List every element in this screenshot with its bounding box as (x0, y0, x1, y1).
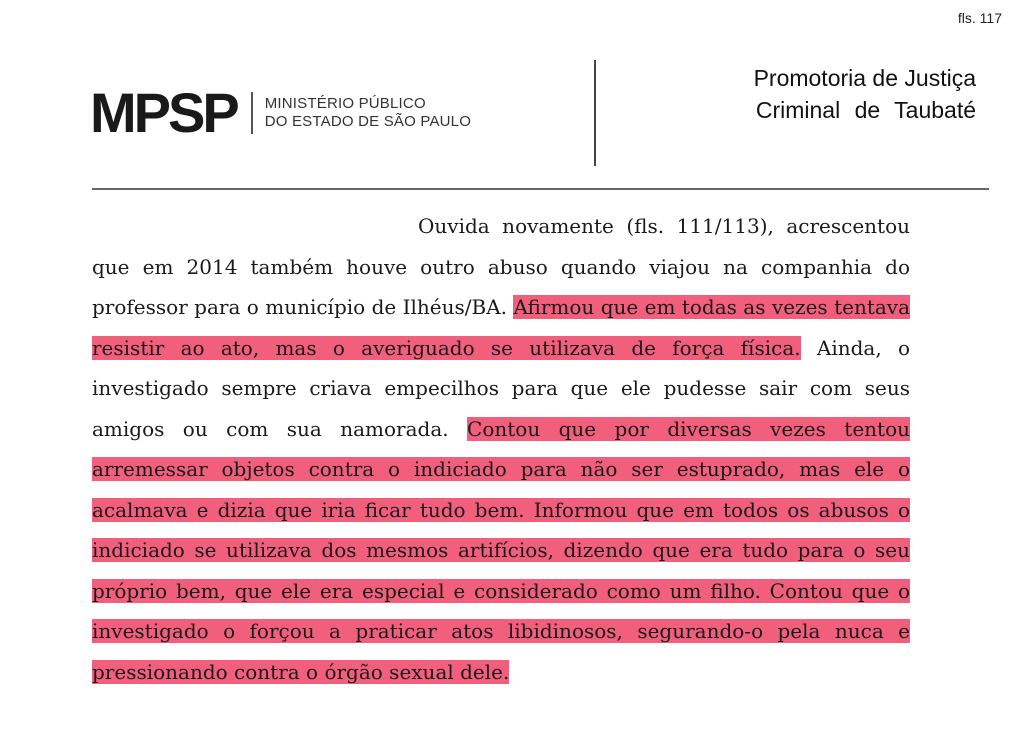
logo-text-line2: DO ESTADO DE SÃO PAULO (264, 113, 472, 130)
office-line2: Criminal de Taubaté (755, 97, 976, 123)
header-rule (92, 188, 989, 190)
header-vertical-divider (594, 60, 596, 166)
logo-text (265, 95, 471, 131)
document-paragraph (92, 206, 910, 692)
mpsp-logo (90, 81, 472, 144)
office-name (754, 62, 976, 126)
sentence-3: Ainda, o investigado sempre criava empecilhos para que ele pudesse sair com seus amigos ou com sua namorada. (92, 335, 911, 441)
logo-mark-sp: SP (168, 81, 237, 144)
highlight-1: Afirmou que em todas as vezes tentava resistir ao ato, mas o averiguado se utilizava de força física. (92, 295, 911, 360)
logo-text-line1: MINISTÉRIO PÚBLICO (264, 95, 426, 112)
office-line1: Promotoria de Justiça (753, 65, 976, 91)
logo-mark-mp: MP (90, 81, 168, 144)
sentence-1: Ouvida novamente (fls. 111/113), acrescentou que em 2014 também houve outro abuso quando viajou na companhia do professor para o município de Ilhéus/BA. (92, 214, 910, 319)
highlight-2: Contou que por diversas vezes tentou arremessar objetos contra o indiciado para não ser estuprado, mas ele o acalmava e dizia que iria ficar tudo bem. Informou que em todos os abusos o indiciado se utilizava dos mesmos artifícios, dizendo que era tudo para o seu próprio bem, que ele era especial e considerado como um filho. Contou que o investigado o forçou a praticar atos libidinosos, segurando-o pela nuca e pressionando contra o órgão sexual dele. (92, 416, 911, 684)
logo-mark (90, 81, 237, 144)
page-number: fls. 117 (957, 10, 1002, 26)
logo-divider (251, 92, 253, 134)
